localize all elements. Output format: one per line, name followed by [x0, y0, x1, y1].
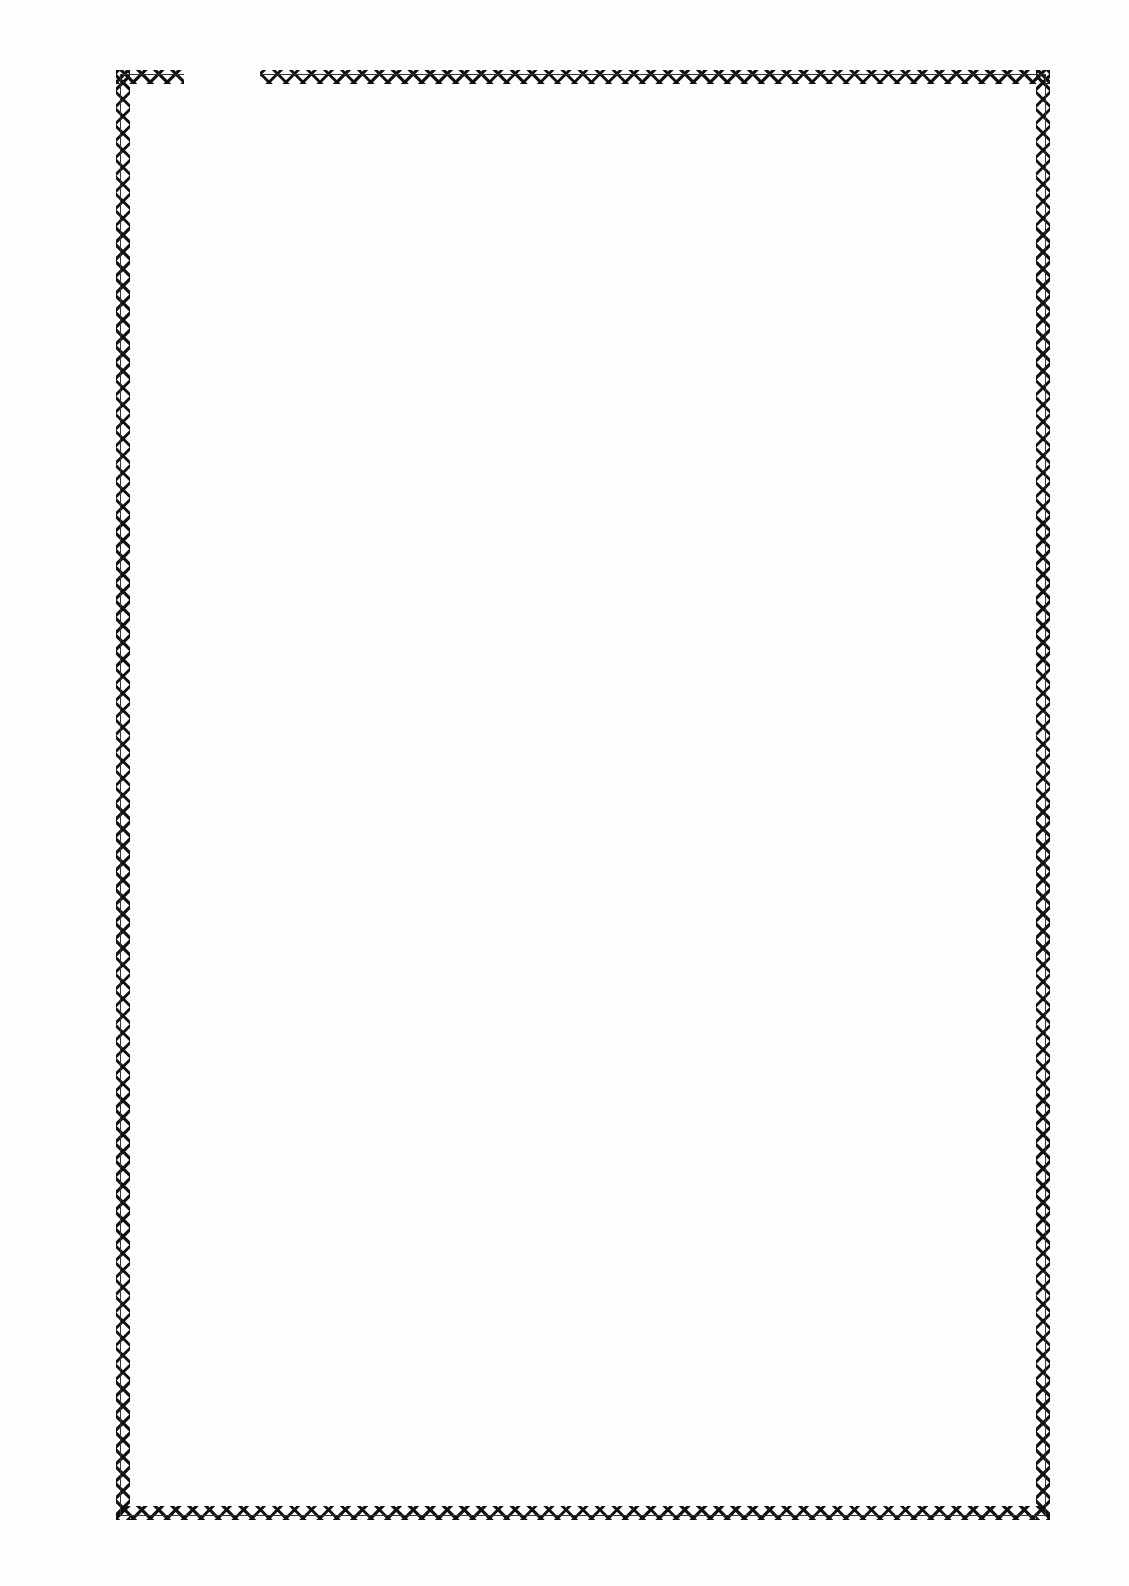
text-line — [160, 929, 1010, 975]
text-line — [160, 654, 1010, 700]
text-line — [160, 471, 1010, 517]
text-line — [160, 1478, 1010, 1524]
text-line — [160, 1203, 1010, 1249]
body-text — [160, 150, 1010, 1570]
text-line — [160, 1158, 1010, 1204]
text-line — [160, 1524, 1010, 1570]
text-line — [160, 1432, 1010, 1478]
text-line — [160, 1066, 1010, 1112]
text-line — [160, 1112, 1010, 1158]
text-line — [160, 974, 1010, 1020]
text-line — [160, 287, 1010, 333]
text-line — [160, 379, 1010, 425]
text-line — [160, 700, 1010, 746]
text-line — [160, 150, 1010, 196]
text-line — [160, 333, 1010, 379]
text-line — [160, 745, 1010, 791]
text-line — [160, 196, 1010, 242]
text-line — [160, 1020, 1010, 1066]
text-line — [160, 837, 1010, 883]
page-number — [184, 50, 260, 86]
text-line — [160, 1341, 1010, 1387]
text-line — [160, 1249, 1010, 1295]
text-line — [160, 608, 1010, 654]
text-line — [160, 883, 1010, 929]
text-line — [160, 562, 1010, 608]
text-line — [160, 1387, 1010, 1433]
text-line — [160, 1295, 1010, 1341]
text-line — [160, 425, 1010, 471]
text-line — [160, 516, 1010, 562]
text-line — [160, 242, 1010, 288]
text-line — [160, 791, 1010, 837]
